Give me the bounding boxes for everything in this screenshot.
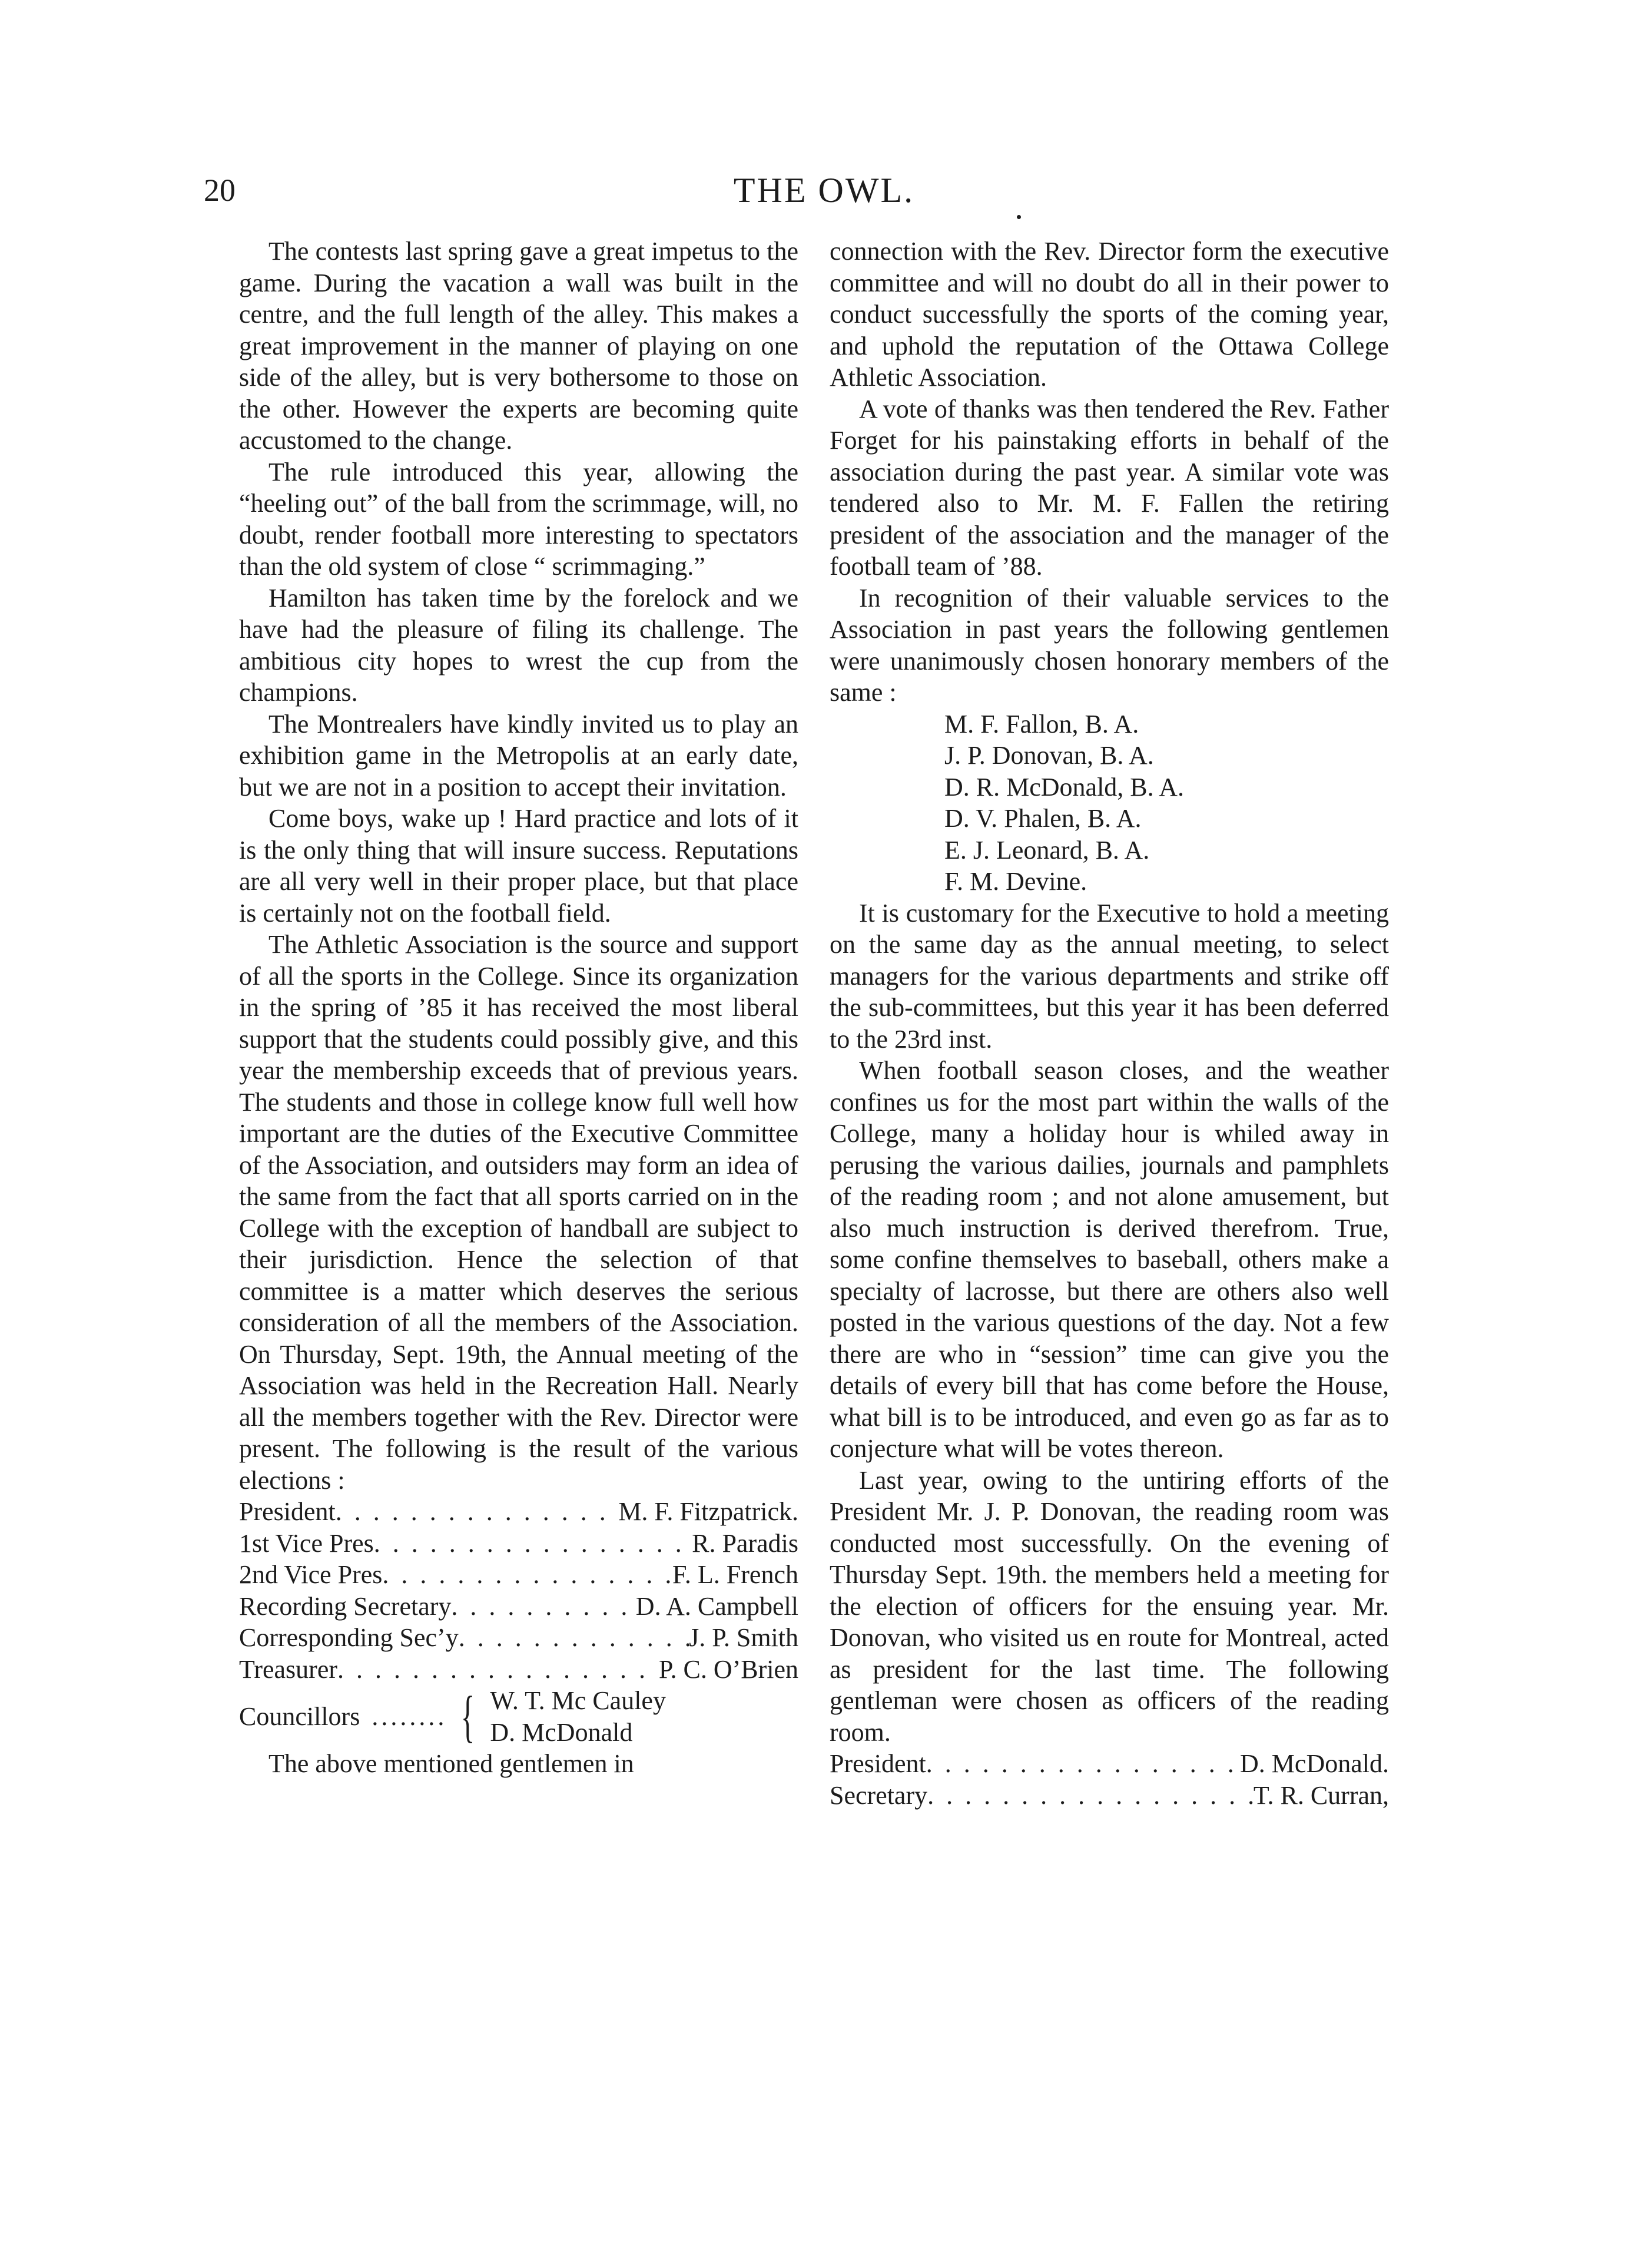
- officer-title: Corresponding Sec’y: [239, 1623, 459, 1652]
- officer-name: J. P. Smith: [689, 1623, 798, 1652]
- dot-leader: [382, 1559, 672, 1591]
- paragraph-honorary-members: In recognition of their valuable services to the Association in past years the following gentlemen were unanimously chosen honorary members of the same :: [830, 583, 1389, 707]
- councillor-name: W. T. Mc Cauley: [490, 1686, 666, 1715]
- councillors-entry: [239, 1685, 798, 1748]
- paragraph-athletic-association: The Athletic Association is the source and support of all the sports in the College. Since its organization in the spring of ’85 it has received the most liberal support that the students could possibly give, and this year the membership exceeds that of previous years. The students and those in college know full well how important are the duties of the Executive Committee of the Association, and outsiders may form an idea of the same from the fact that all sports carried on in the College with the exception of handball are subject to their jurisdiction. Hence the selection of that committee is a matter which deserves the serious consideration of all the members of the Association. On Thursday, Sept. 19th, the Annual meeting of the Association was held in the Recreation Hall. Nearly all the members together with the Rev. Director were present. The following is the result of the various elections :: [239, 930, 798, 1495]
- honorary-member: D. R. McDonald, B. A.: [944, 772, 1184, 802]
- officer-title: President: [830, 1749, 926, 1778]
- page-number: 20: [204, 173, 236, 208]
- councillor-name: D. McDonald: [490, 1717, 633, 1747]
- honorary-members-list: [830, 708, 1389, 898]
- header-dot: [1017, 215, 1021, 219]
- honorary-member: E. J. Leonard, B. A.: [944, 835, 1150, 865]
- officer-name: F. L. French: [672, 1560, 798, 1589]
- right-column: [830, 236, 1389, 1811]
- reading-room-officers-list: [830, 1748, 1389, 1811]
- councillors-brace: {: [461, 1684, 475, 1749]
- officer-name: D. A. Campbell: [635, 1591, 798, 1621]
- dot-leader: [459, 1622, 689, 1654]
- paragraph-montreal-invitation: The Montrealers have kindly invited us to play an exhibition game in the Metropolis at an early date, but we are not in a position to accept their invitation.: [239, 709, 798, 802]
- officer-title: 1st Vice Pres: [239, 1528, 374, 1558]
- councillors-names: [490, 1685, 666, 1748]
- paragraph-reading-room: When football season closes, and the weather confines us for the most part within the walls of the College, many a holiday hour is whiled away in perusing the various dailies, journals and pamphlets of the reading room ; and not alone amusement, but also much instruction is derived therefrom. True, some confine themselves to baseball, others make a specialty of lacrosse, but there are others also well posted in the various questions of the day. Not a few there are who in “session” time can give you the details of every bill that has come before the House, what bill is to be introduced, and even go as far as to conjecture what will be votes thereon.: [830, 1056, 1389, 1463]
- officer-title: Secretary: [830, 1780, 928, 1810]
- honorary-member: J. P. Donovan, B. A.: [944, 741, 1154, 770]
- officer-name: D. McDonald.: [1240, 1749, 1389, 1778]
- paragraph-executive-meeting: It is customary for the Executive to hold a meeting on the same day as the annual meeting, to select managers for the various departments and strike off the sub-committees, but this year it has been deferred to the 23rd inst.: [830, 898, 1389, 1054]
- officer-row: [239, 1654, 798, 1686]
- dot-leader: [336, 1496, 619, 1528]
- officer-name: R. Paradis: [692, 1528, 798, 1558]
- councillors-label: Councillors: [239, 1701, 360, 1731]
- officer-title: Recording Secretary: [239, 1591, 452, 1621]
- officer-name: P. C. O’Brien: [658, 1654, 798, 1684]
- paragraph-vote-of-thanks: A vote of thanks was then tendered the Rev. Father Forget for his painstaking efforts in behalf of the association during the past year. A similar vote was tendered also to Mr. M. F. Fallen the retiring president of the association and the manager of the football team of ’88.: [830, 394, 1389, 581]
- officer-title: Treasurer: [239, 1654, 337, 1684]
- honorary-member: M. F. Fallon, B. A.: [944, 709, 1139, 739]
- paragraph-practice: Come boys, wake up ! Hard practice and lots of it is the only thing that will insure success. Reputations are all very well in their proper place, but that place is certainly not on the football field.: [239, 804, 798, 928]
- officer-title: President: [239, 1497, 336, 1526]
- officer-name: M. F. Fitzpatrick.: [618, 1497, 798, 1526]
- association-officers-list: [239, 1496, 798, 1685]
- paragraph-executive-committee: connection with the Rev. Director form the executive committee and will no doubt do all in their power to conduct successfully the sports of the coming year, and uphold the reputation of the Ottawa College Athletic Association.: [830, 237, 1389, 392]
- officer-name: T. R. Curran,: [1253, 1780, 1389, 1810]
- paragraph-reading-room-elections: Last year, owing to the untiring efforts of the President Mr. J. P. Donovan, the reading room was conducted most successfully. On the evening of Thursday Sept. 19th. the members held a meeting for the election of officers for the ensuing year. Mr. Donovan, who visited us en route for Montreal, acted as president for the last time. The following gentleman were chosen as officers of the reading room.: [830, 1465, 1389, 1747]
- running-title: THE OWL.: [733, 171, 915, 210]
- page-header: [0, 167, 1648, 214]
- officer-row: [239, 1591, 798, 1623]
- officer-title: 2nd Vice Pres: [239, 1560, 383, 1589]
- officer-row: [239, 1622, 798, 1654]
- councillors-dots: ........: [372, 1701, 447, 1731]
- dot-leader: [337, 1654, 659, 1686]
- officer-row: [830, 1748, 1389, 1780]
- paragraph-handball-alley: The contests last spring gave a great impetus to the game. During the vacation a wall was built in the centre, and the full length of the alley. This makes a great improvement in the manner of playing on one side of the alley, but is very bothersome to those on the other. However the experts are becoming quite accustomed to the change.: [239, 237, 798, 455]
- paragraph-hamilton-challenge: Hamilton has taken time by the forelock and we have had the pleasure of filing its challenge. The ambitious city hopes to wrest the cup from the champions.: [239, 583, 798, 707]
- dot-leader: [927, 1780, 1254, 1812]
- dot-leader: [451, 1591, 635, 1623]
- honorary-member: F. M. Devine.: [944, 867, 1087, 896]
- paragraph-heeling-rule: The rule introduced this year, allowing the “heeling out” of the ball from the scrimmage, will, no doubt, render football more interesting to spectators than the old system of close “ scrimmaging.”: [239, 457, 798, 581]
- officer-row: [239, 1528, 798, 1560]
- paragraph-closing: The above mentioned gentlemen in: [268, 1749, 634, 1778]
- dot-leader: [374, 1528, 692, 1560]
- dot-leader: [926, 1748, 1240, 1780]
- officer-row: [239, 1496, 798, 1528]
- honorary-member: D. V. Phalen, B. A.: [944, 804, 1142, 833]
- officer-row: [239, 1559, 798, 1591]
- officer-row: [830, 1780, 1389, 1812]
- left-column: [239, 236, 798, 1780]
